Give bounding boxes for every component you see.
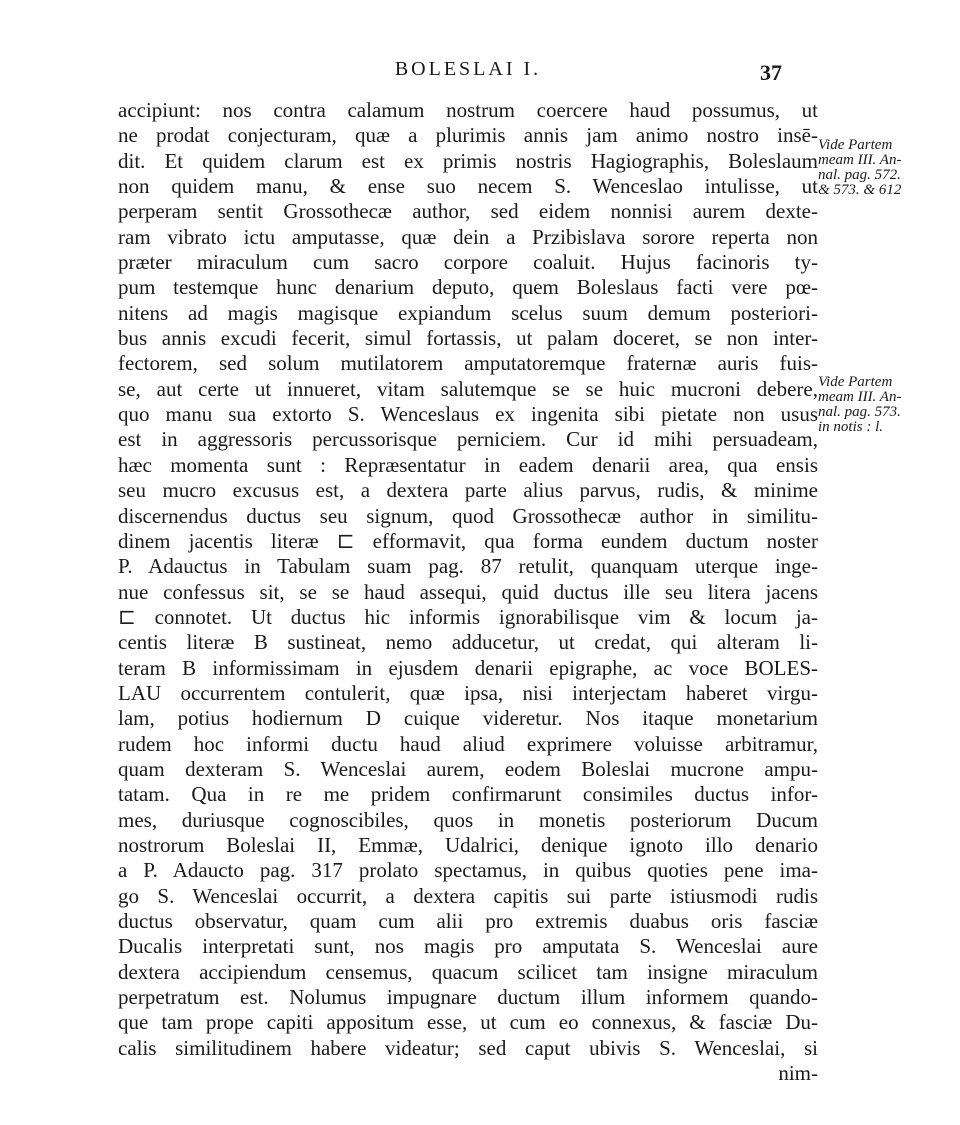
text-line: quo manu sua extorto S. Wenceslaus ex ingenita sibi pietate non usus: [118, 402, 818, 427]
text-line: se, aut certe ut innueret, vitam salutemque se se huic mucroni debere,: [118, 376, 818, 401]
text-line: nostrorum Boleslai II, Emmæ, Udalrici, denique ignoto illo denario: [118, 832, 818, 857]
text-line: ⊏ connotet. Ut ductus hic informis ignorabilisque vim & locum ja-: [118, 604, 818, 629]
text-line: accipiunt: nos contra calamum nostrum coercere haud possumus, ut: [118, 98, 818, 122]
page-number: 37: [760, 60, 782, 85]
body-text: [118, 98, 818, 1086]
text-line: tatam. Qua in re me pridem confirmarunt consimiles ductus infor-: [118, 782, 818, 807]
text-line: Ducalis interpretati sunt, nos magis pro amputata S. Wenceslai aure: [118, 934, 818, 959]
text-line: dextera accipiendum censemus, quacum scilicet tam insigne miraculum: [118, 959, 818, 984]
margin-note-line: meam III. An-: [818, 152, 902, 168]
running-header: BOLESLAI I.: [394, 58, 542, 80]
text-line: ductus observatur, quam cum alii pro extremis duabus oris fasciæ: [118, 909, 818, 933]
text-line: hæc momenta sunt : Repræsentatur in eadem denarii area, qua ensis: [118, 452, 818, 477]
text-line: nitens ad magis magisque expiandum scelus suum demum posteriori-: [118, 300, 818, 325]
text-line: perperam sentit Grossothecæ author, sed eidem nonnisi aurem dexte-: [118, 199, 818, 224]
text-line: teram B informissimam in ejusdem denarii epigraphe, ac voce BOLES-: [118, 655, 818, 680]
text-line: quam dexteram S. Wenceslai aurem, eodem Boleslai mucrone ampu-: [118, 756, 818, 781]
text-line: lam, potius hodiernum D cuique videretur. Nos itaque monetarium: [118, 706, 818, 731]
text-line: bus annis excudi fecerit, simul fortassis, ut palam doceret, se non inter-: [118, 326, 818, 351]
text-line: mes, duriusque cognoscibiles, quos in monetis posteriorum Ducum: [118, 807, 818, 832]
margin-note-line: meam III. An-: [818, 389, 902, 405]
text-line: est in aggressoris percussorisque perniciem. Cur id mihi persuadeam,: [118, 427, 818, 452]
text-line: pum testemque hunc denarium deputo, quem Boleslaus facti vere pœ-: [118, 275, 818, 300]
margin-note-1: [818, 138, 938, 198]
text-line: ram vibrato ictu amputasse, quæ dein a Przibislava sorore reperta non: [118, 224, 818, 249]
margin-note-line: Vide Partem: [818, 137, 893, 153]
text-line: LAU occurrentem contulerit, quæ ipsa, nisi interjectam haberet virgu-: [118, 680, 818, 705]
text-line: que tam prope capiti appositum esse, ut cum eo connexus, & fasciæ Du-: [118, 1010, 818, 1035]
text-line: perpetratum est. Nolumus impugnare ductum illum informem quando-: [118, 985, 818, 1010]
margin-note-line: nal. pag. 573.: [818, 404, 901, 420]
margin-note-line: nal. pag. 572.: [818, 167, 901, 183]
text-line: non quidem manu, & ense suo necem S. Wenceslao intulisse, ut: [118, 174, 818, 199]
text-line: rudem hoc informi ductu haud aliud exprimere voluisse arbitramur,: [118, 731, 818, 756]
margin-note-2: [818, 375, 938, 435]
text-line: discernendus ductus seu signum, quod Grossothecæ author in similitu-: [118, 503, 818, 528]
text-line: go S. Wenceslai occurrit, a dextera capitis sui parte istiusmodi rudis: [118, 883, 818, 908]
margin-note-line: Vide Partem: [818, 374, 893, 390]
margin-note-line: & 573. & 612: [818, 182, 902, 198]
text-line: ne prodat conjecturam, quæ a plurimis annis jam animo nostro insē-: [118, 123, 818, 148]
text-line: P. Adauctus in Tabulam suam pag. 87 retulit, quanquam uterque inge-: [118, 554, 818, 579]
text-line: præter miraculum cum sacro corpore coaluit. Hujus facinoris ty-: [118, 250, 818, 275]
text-line: calis similitudinem habere videatur; sed caput ubivis S. Wenceslai, si: [118, 1035, 818, 1060]
text-line: centis literæ B sustineat, nemo adducetur, ut credat, qui alteram li-: [118, 630, 818, 655]
text-line: seu mucro excusus est, a dextera parte alius parvus, rudis, & minime: [118, 478, 818, 503]
text-line: nue confessus sit, se se haud assequi, quid ductus ille seu litera jacens: [118, 579, 818, 604]
text-line: dinem jacentis literæ ⊏ efformavit, qua forma eundem ductum noster: [118, 528, 818, 553]
margin-note-line: in notis : l.: [818, 419, 884, 435]
text-line: dit. Et quidem clarum est ex primis nostris Hagiographis, Boleslaum: [118, 148, 818, 173]
text-line: fectorem, sed solum mutilatorem amputatoremque fraternæ auris fuis-: [118, 351, 818, 376]
text-line: nim-: [778, 1061, 818, 1086]
text-line: a P. Adaucto pag. 317 prolato spectamus, in quibus quoties pene ima-: [118, 858, 818, 883]
